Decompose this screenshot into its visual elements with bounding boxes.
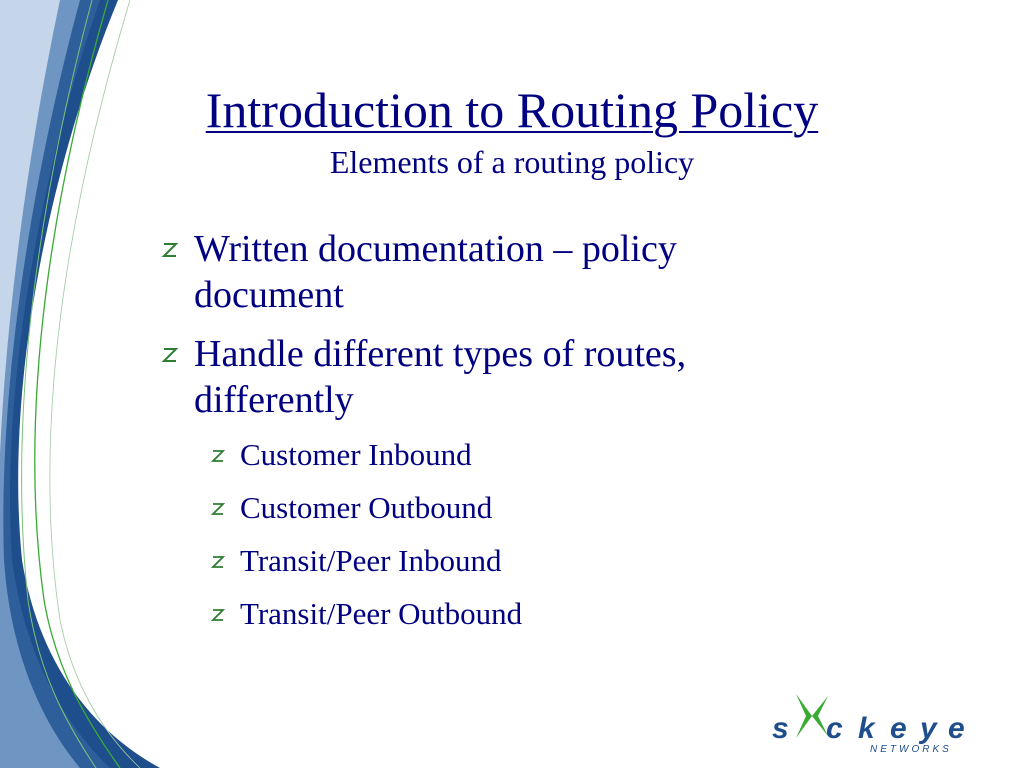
bullet-item [155,226,815,318]
bullet-text: Written documentation – policy document [194,228,677,316]
logo-letter: e [890,712,907,745]
slide-title: Introduction to Routing Policy [205,82,819,138]
sub-bullet-text: Transit/Peer Inbound [240,543,502,578]
sub-bullet-text: Customer Inbound [240,437,472,472]
logo-letter: s [772,712,789,745]
logo-letter: k [858,712,875,745]
title-block [0,80,1024,182]
company-logo [766,686,966,758]
z-bullet-icon [161,346,179,364]
sub-bullet-item [210,489,815,527]
sub-bullet-item [210,436,815,474]
slide-subtitle: Elements of a routing policy [329,144,695,180]
logo-letter: y [920,712,937,745]
sub-bullet-item [210,595,815,633]
logo-subtext: NETWORKS [870,744,952,755]
bullet-text: Handle different types of routes, differently [194,333,687,421]
logo-letter: c [826,712,843,745]
z-bullet-icon [210,607,226,623]
bullet-item [155,331,815,423]
bullet-list [155,226,815,648]
logo-letter: e [948,712,965,745]
sub-bullet-item [210,542,815,580]
z-bullet-icon [210,501,226,517]
z-bullet-icon [210,554,226,570]
z-bullet-icon [161,241,179,259]
z-bullet-icon [210,448,226,464]
sub-bullet-text: Transit/Peer Outbound [240,596,523,631]
sub-bullet-text: Customer Outbound [240,490,493,525]
